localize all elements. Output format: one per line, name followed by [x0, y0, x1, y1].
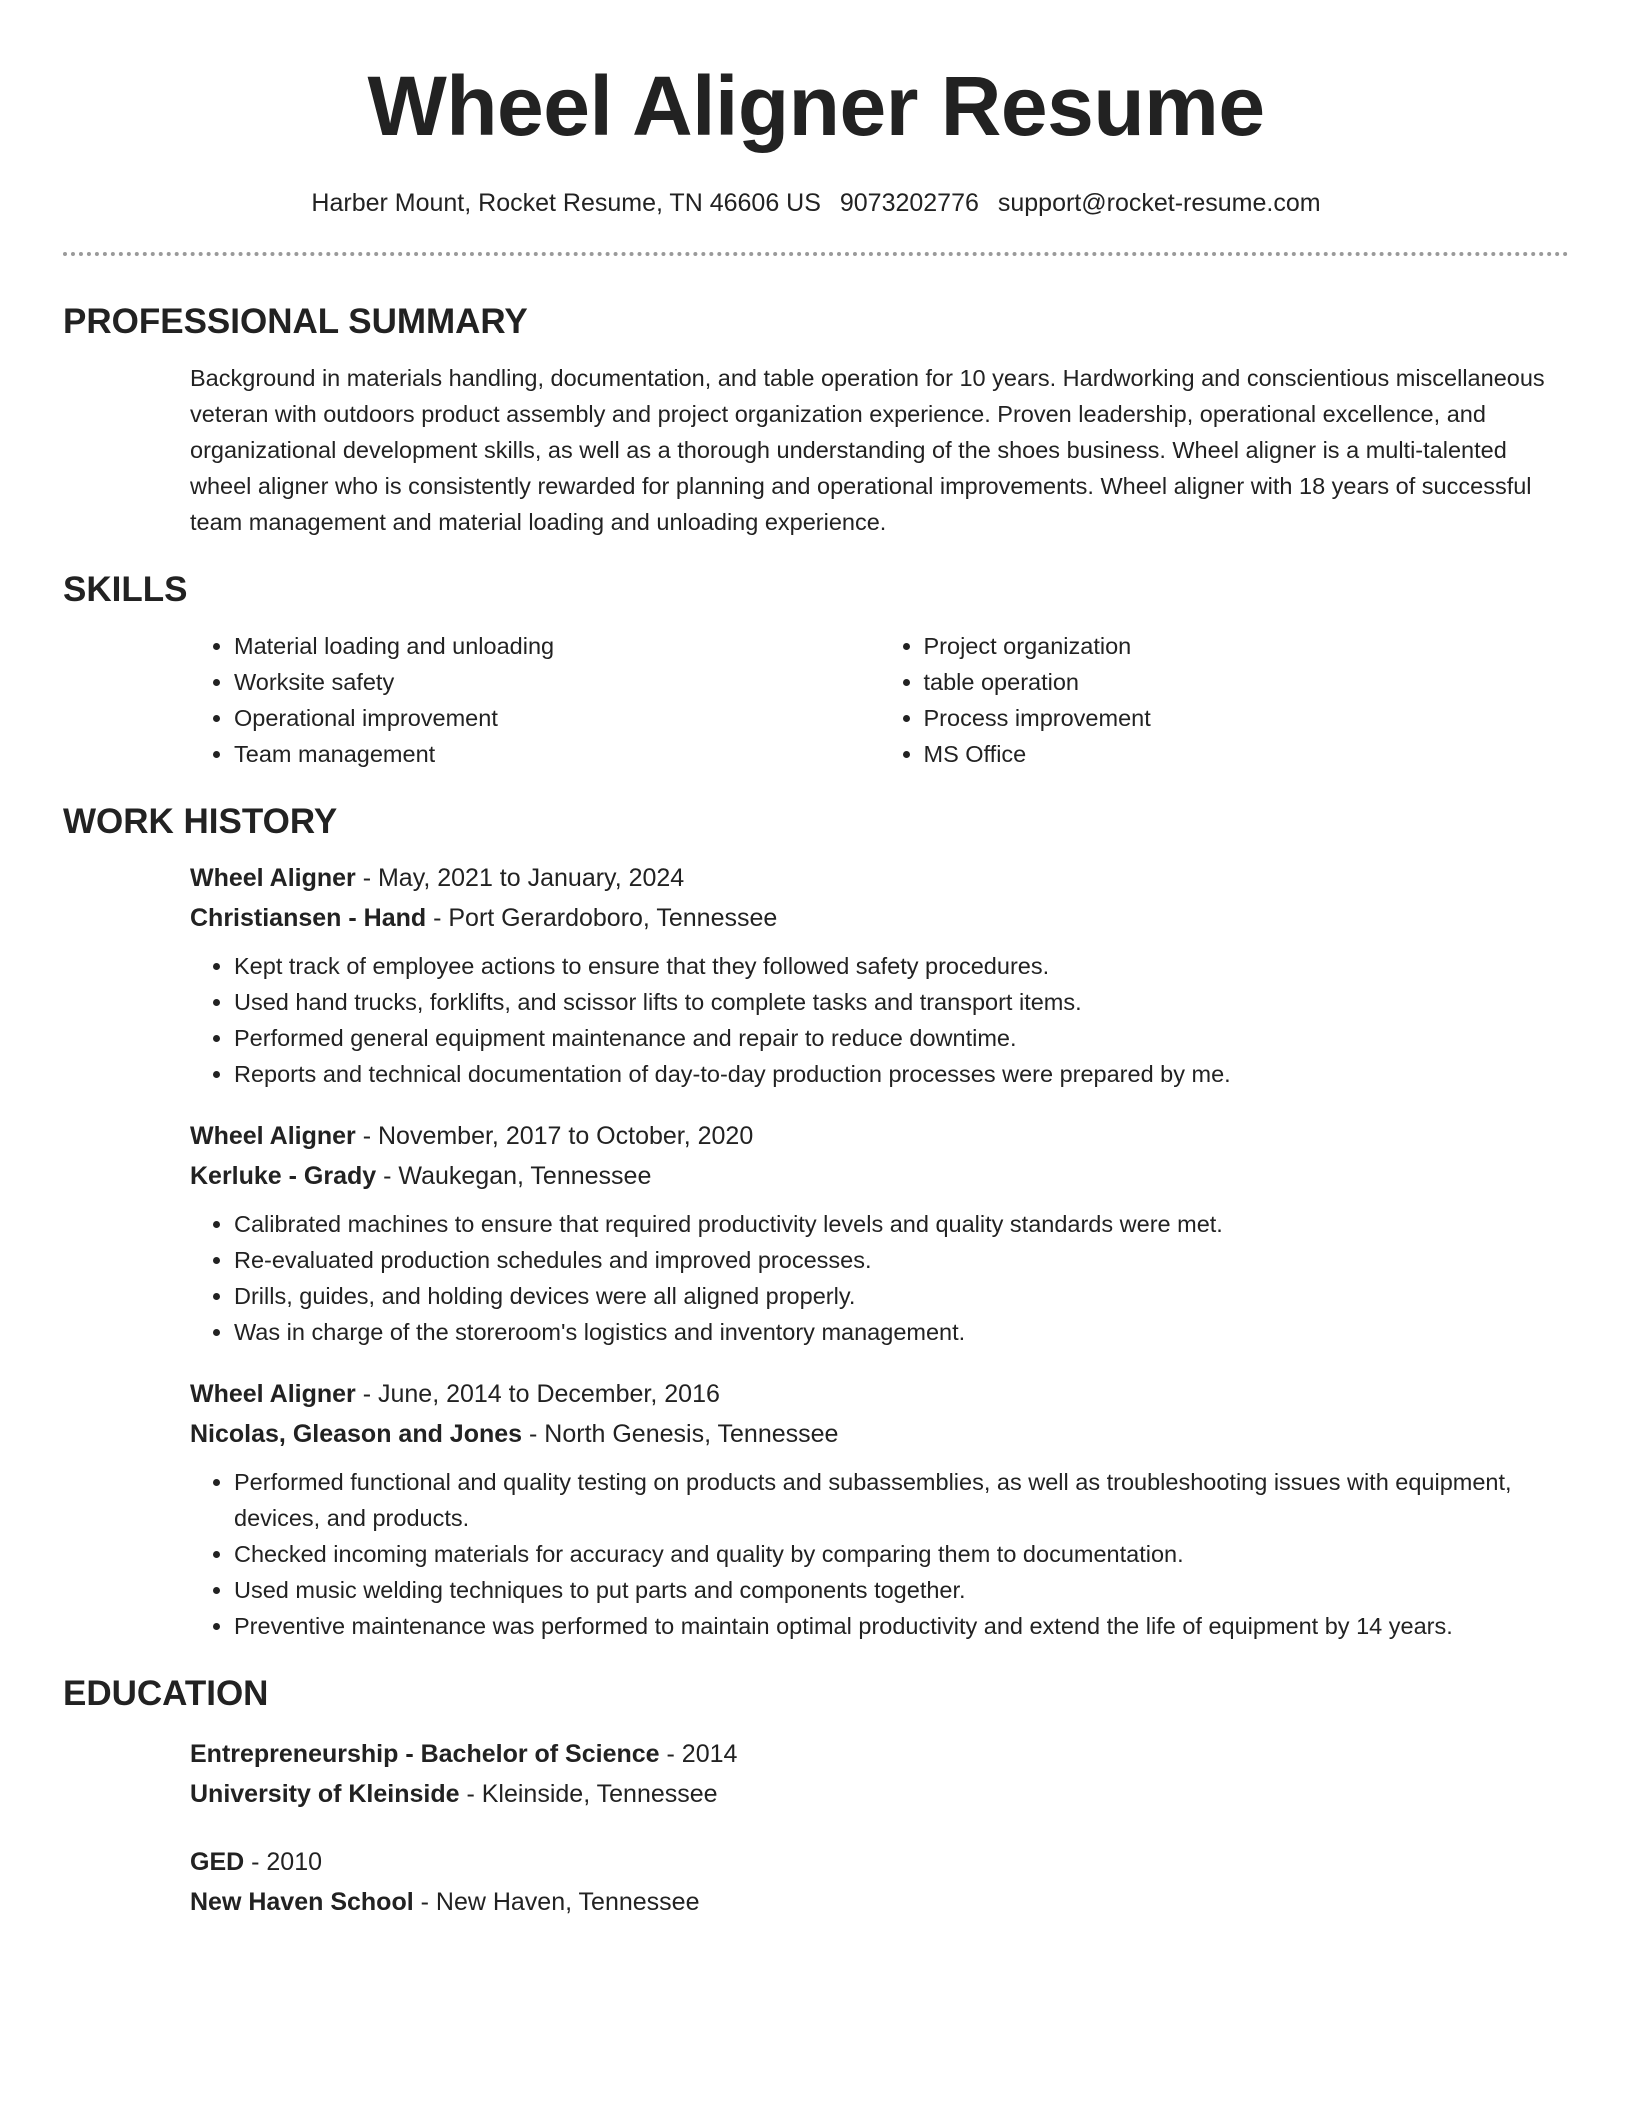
job-location: - Waukegan, Tennessee — [376, 1162, 652, 1190]
skills-heading: SKILLS — [63, 570, 188, 609]
education-entry — [190, 1844, 1569, 1920]
education-school: University of Kleinside — [190, 1780, 460, 1808]
job-title: Wheel Aligner — [190, 1380, 356, 1408]
education-degree-line — [190, 1736, 1569, 1772]
job-bullet: • Preventive maintenance was performed to maintain optimal productivity and extend the life of equipment by 14 years. — [234, 1608, 1569, 1644]
contact-email: support@rocket-resume.com — [997, 189, 1321, 217]
education-section — [63, 1672, 1569, 1920]
job-entry — [190, 1376, 1569, 1644]
education-degree: Entrepreneurship - Bachelor of Science — [190, 1740, 660, 1768]
education-degree-line — [190, 1844, 1569, 1880]
skills-grid — [63, 628, 1569, 772]
education-year: - 2010 — [244, 1848, 323, 1876]
job-bullet: • Calibrated machines to ensure that required productivity levels and quality standards were met. — [234, 1206, 1569, 1242]
education-location: - Kleinside, Tennessee — [459, 1780, 718, 1808]
job-bullet: • Re-evaluated production schedules and improved processes. — [234, 1242, 1569, 1278]
education-school-line — [190, 1884, 1569, 1920]
skills-section — [63, 568, 1569, 772]
skill-item: • table operation — [924, 664, 1570, 700]
job-company: Christiansen - Hand — [190, 904, 427, 932]
job-company-line — [190, 1158, 1569, 1194]
job-bullet: • Kept track of employee actions to ensure that they followed safety procedures. — [234, 948, 1569, 984]
job-bullet: • Drills, guides, and holding devices were all aligned properly. — [234, 1278, 1569, 1314]
summary-heading: PROFESSIONAL SUMMARY — [63, 302, 528, 341]
summary-section — [63, 300, 1569, 540]
education-school-line — [190, 1776, 1569, 1812]
job-bullet: • Was in charge of the storeroom's logistics and inventory management. — [234, 1314, 1569, 1350]
job-title-line — [190, 1118, 1569, 1154]
job-location: - North Genesis, Tennessee — [522, 1420, 839, 1448]
education-heading: EDUCATION — [63, 1674, 269, 1713]
skill-item: • Project organization — [924, 628, 1570, 664]
skill-item: • Material loading and unloading — [234, 628, 880, 664]
job-entry — [190, 860, 1569, 1092]
education-year: - 2014 — [659, 1740, 738, 1768]
job-title-line — [190, 860, 1569, 896]
job-bullets — [190, 1206, 1569, 1350]
job-company-line — [190, 1416, 1569, 1452]
job-dates: - June, 2014 to December, 2016 — [355, 1380, 720, 1408]
summary-body — [63, 360, 1569, 540]
resume-title: Wheel Aligner Resume — [367, 59, 1265, 153]
job-title: Wheel Aligner — [190, 864, 356, 892]
work-heading: WORK HISTORY — [63, 802, 338, 841]
job-dates: - November, 2017 to October, 2020 — [355, 1122, 754, 1150]
job-bullet: • Performed functional and quality testing on products and subassemblies, as well as troubleshooting issues with equipment, devices, and products. — [234, 1464, 1569, 1536]
header-divider — [63, 252, 1569, 256]
skill-item: • Worksite safety — [234, 664, 880, 700]
skill-item: • Team management — [234, 736, 880, 772]
education-entry — [190, 1736, 1569, 1812]
contact-address: Harber Mount, Rocket Resume, TN 46606 US — [311, 189, 821, 217]
skill-item: • MS Office — [924, 736, 1570, 772]
education-degree: GED — [190, 1848, 245, 1876]
job-bullets — [190, 948, 1569, 1092]
skills-list-left — [190, 628, 880, 772]
job-location: - Port Gerardoboro, Tennessee — [426, 904, 778, 932]
skill-item: • Process improvement — [924, 700, 1570, 736]
education-body — [63, 1736, 1569, 1920]
job-bullet: • Used hand trucks, forklifts, and scissor lifts to complete tasks and transport items. — [234, 984, 1569, 1020]
job-dates: - May, 2021 to January, 2024 — [355, 864, 685, 892]
job-company-line — [190, 900, 1569, 936]
work-section — [63, 800, 1569, 1644]
education-location: - New Haven, Tennessee — [413, 1888, 700, 1916]
summary-text: Background in materials handling, documentation, and table operation for 10 years. Hardworking and conscientious miscellaneous veteran with outdoors product assembly and project organization experience. Proven leadership, operational excellence, and organizational development skills, as well as a thorough understanding of the shoes business. Wheel aligner is a multi-talented wheel aligner who is consistently rewarded for planning and operational improvements. Wheel aligner with 18 years of successful team management and material loading and unloading experience. — [190, 365, 1545, 535]
job-bullet: • Checked incoming materials for accuracy and quality by comparing them to documentation. — [234, 1536, 1569, 1572]
job-bullets — [190, 1464, 1569, 1644]
job-bullet: • Used music welding techniques to put parts and components together. — [234, 1572, 1569, 1608]
job-title-line — [190, 1376, 1569, 1412]
work-body — [63, 860, 1569, 1644]
job-bullet: • Reports and technical documentation of day-to-day production processes were prepared by me. — [234, 1056, 1569, 1092]
job-company: Kerluke - Grady — [190, 1162, 377, 1190]
skill-item: • Operational improvement — [234, 700, 880, 736]
job-title: Wheel Aligner — [190, 1122, 356, 1150]
job-company: Nicolas, Gleason and Jones — [190, 1420, 523, 1448]
contact-phone: 9073202776 — [839, 189, 979, 217]
job-entry — [190, 1118, 1569, 1350]
contact-line — [63, 186, 1569, 220]
job-bullet: • Performed general equipment maintenance and repair to reduce downtime. — [234, 1020, 1569, 1056]
skills-list-right — [880, 628, 1570, 772]
education-school: New Haven School — [190, 1888, 414, 1916]
